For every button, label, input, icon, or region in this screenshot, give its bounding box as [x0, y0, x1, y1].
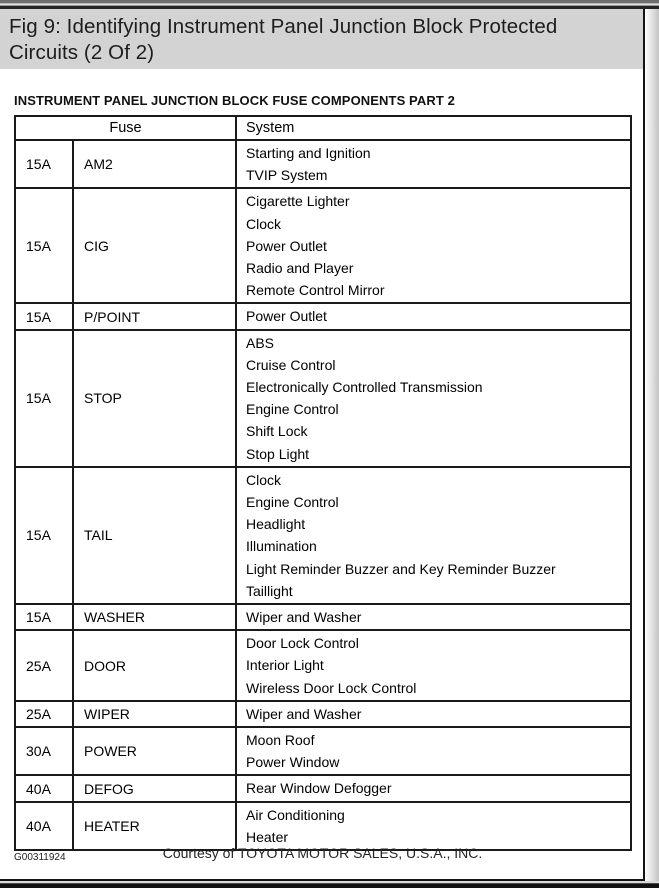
system-line: Headlight [246, 516, 306, 533]
fuse-components-table [14, 115, 632, 851]
system-line: Rear Window Defogger [246, 780, 392, 797]
system-line: Wiper and Washer [246, 609, 362, 626]
fuse-name-cell: P/POINT [73, 303, 236, 329]
fuse-name-cell: DEFOG [73, 775, 236, 801]
fuse-amperage-cell: 15A [15, 303, 73, 329]
fuse-name-cell: WASHER [73, 604, 236, 630]
fuse-name-cell: CIG [73, 188, 236, 303]
system-line: Radio and Player [246, 260, 354, 277]
system-line: TVIP System [246, 167, 328, 184]
fuse-amperage-cell: 25A [15, 701, 73, 727]
protected-systems-cell [236, 775, 631, 801]
fuse-amperage-cell: 15A [15, 188, 73, 303]
system-line: Wiper and Washer [246, 705, 362, 722]
table-row [15, 727, 631, 775]
system-line: Air Conditioning [246, 806, 345, 823]
fuse-name-cell: STOP [73, 330, 236, 467]
protected-systems-cell [236, 330, 631, 467]
fuse-name-cell: AM2 [73, 140, 236, 188]
fuse-amperage-cell: 15A [15, 140, 73, 188]
fuse-name-cell: WIPER [73, 701, 236, 727]
system-line: Clock [246, 471, 282, 488]
system-line: Starting and Ignition [246, 145, 371, 161]
window-bottom-edge-bar [0, 881, 659, 888]
table-row [15, 701, 631, 727]
fuse-amperage-cell: 30A [15, 727, 73, 775]
figure-id-code: G00311924 [14, 852, 66, 864]
system-line: Engine Control [246, 401, 339, 418]
courtesy-footer: Courtesy of TOYOTA MOTOR SALES, U.S.A., INC. [162, 845, 483, 861]
system-line: Cruise Control [246, 356, 336, 373]
system-line: Clock [246, 215, 282, 232]
column-header-fuse: Fuse [15, 116, 236, 140]
table-row [15, 467, 631, 604]
window-top-edge-bar [0, 0, 659, 9]
system-line: Interior Light [246, 657, 324, 674]
column-header-system: System [236, 116, 631, 140]
system-line: Taillight [246, 582, 293, 599]
fuse-name-cell: POWER [73, 727, 236, 775]
protected-systems-cell [236, 303, 631, 329]
protected-systems-cell [236, 630, 631, 701]
protected-systems-cell [236, 802, 631, 850]
table-row [15, 630, 631, 701]
document-page [0, 9, 645, 881]
system-line: Illumination [246, 538, 317, 555]
figure-title-bar [0, 9, 643, 69]
system-line: Remote Control Mirror [246, 282, 385, 299]
system-line: Door Lock Control [246, 635, 359, 652]
system-line: Wireless Door Lock Control [246, 679, 417, 696]
protected-systems-cell [236, 188, 631, 303]
protected-systems-cell [236, 727, 631, 775]
system-line: Electronically Controlled Transmission [246, 379, 483, 396]
fuse-table-body [15, 140, 631, 850]
table-row [15, 604, 631, 630]
table-caption: INSTRUMENT PANEL JUNCTION BLOCK FUSE COMPONENTS PART 2 [14, 93, 455, 108]
fuse-name-cell: DOOR [73, 630, 236, 701]
system-line: Power Window [246, 754, 340, 771]
system-line: Power Outlet [246, 237, 327, 254]
fuse-amperage-cell: 25A [15, 630, 73, 701]
table-row [15, 303, 631, 329]
fuse-name-cell: HEATER [73, 802, 236, 850]
figure-title: Fig 9: Identifying Instrument Panel Junction Block Protected Circuits (2 Of 2) [9, 15, 558, 64]
protected-systems-cell [236, 604, 631, 630]
system-line: Power Outlet [246, 308, 327, 325]
table-row [15, 330, 631, 467]
system-line: Stop Light [246, 445, 310, 462]
table-row [15, 188, 631, 303]
fuse-amperage-cell: 40A [15, 802, 73, 850]
fuse-amperage-cell: 15A [15, 604, 73, 630]
fuse-amperage-cell: 15A [15, 467, 73, 604]
fuse-name-cell: TAIL [73, 467, 236, 604]
protected-systems-cell [236, 701, 631, 727]
system-line: ABS [246, 334, 275, 351]
table-row [15, 775, 631, 801]
table-row [15, 802, 631, 850]
system-line: Heater [246, 828, 289, 845]
system-line: Light Reminder Buzzer and Key Reminder Buzzer [246, 560, 556, 577]
fuse-amperage-cell: 40A [15, 775, 73, 801]
system-line: Engine Control [246, 494, 339, 511]
fuse-amperage-cell: 15A [15, 330, 73, 467]
protected-systems-cell [236, 467, 631, 604]
table-header-row [15, 116, 631, 140]
protected-systems-cell [236, 140, 631, 188]
system-line: Moon Roof [246, 732, 315, 749]
system-line: Cigarette Lighter [246, 193, 350, 210]
page-edge-shadow [645, 9, 659, 881]
table-row [15, 140, 631, 188]
system-line: Shift Lock [246, 423, 308, 440]
